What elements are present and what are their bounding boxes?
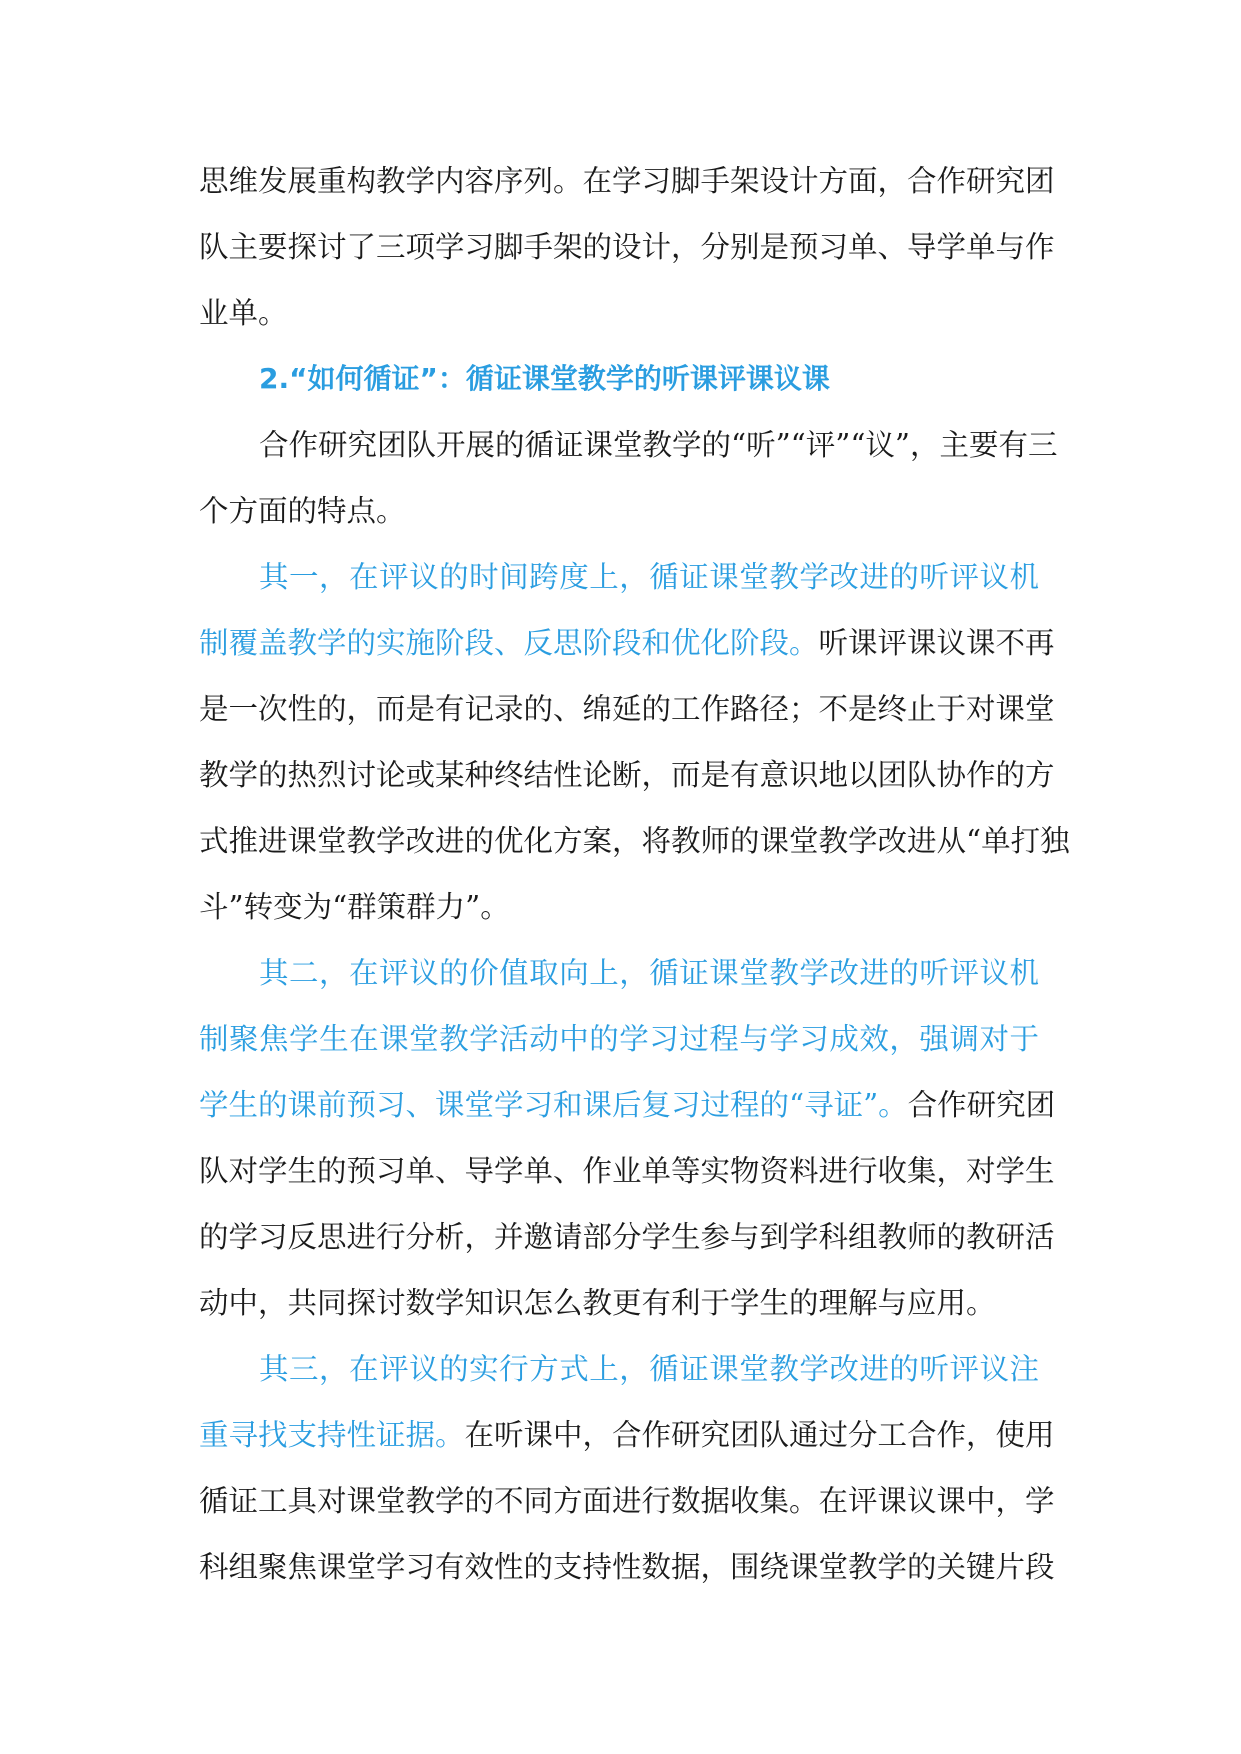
body-text: 听课评课议课不再 <box>818 626 1055 660</box>
body-text-line: 个方面的特点。 <box>199 494 406 528</box>
highlighted-text-line: 其一，在评议的时间跨度上，循证课堂教学改进的听评议机 <box>259 560 1039 594</box>
mixed-text-line <box>199 620 1055 666</box>
body-text-line: 科组聚焦课堂学习有效性的支持性数据，围绕课堂教学的关键片段 <box>199 1550 1055 1584</box>
body-text-line: 是一次性的，而是有记录的、绵延的工作路径；不是终止于对课堂 <box>199 692 1055 726</box>
highlighted-text-line: 其二，在评议的价值取向上，循证课堂教学改进的听评议机 <box>259 956 1039 990</box>
section-heading: 2.“如何循证”：循证课堂教学的听课评课议课 <box>259 362 830 395</box>
highlighted-text-line: 其三，在评议的实行方式上，循证课堂教学改进的听评议注 <box>259 1352 1039 1386</box>
body-text-line: 教学的热烈讨论或某种终结性论断，而是有意识地以团队协作的方 <box>199 758 1055 792</box>
body-text-line: 队主要探讨了三项学习脚手架的设计，分别是预习单、导学单与作 <box>199 230 1055 264</box>
highlighted-text-line: 制聚焦学生在课堂教学活动中的学习过程与学习成效，强调对于 <box>199 1022 1039 1056</box>
body-text: 在听课中，合作研究团队通过分工合作，使用 <box>464 1418 1055 1452</box>
body-text-line: 队对学生的预习单、导学单、作业单等实物资料进行收集，对学生 <box>199 1154 1055 1188</box>
highlighted-text: 重寻找支持性证据。 <box>199 1418 465 1452</box>
highlighted-text: 制覆盖教学的实施阶段、反思阶段和优化阶段。 <box>199 626 819 660</box>
mixed-text-line <box>199 1412 1055 1458</box>
body-text-line: 斗”转变为“群策群力”。 <box>199 890 510 924</box>
body-text-line: 的学习反思进行分析，并邀请部分学生参与到学科组教师的教研活 <box>199 1220 1055 1254</box>
body-text: 合作研究团 <box>907 1088 1056 1122</box>
body-text-line: 循证工具对课堂教学的不同方面进行数据收集。在评课议课中，学 <box>199 1484 1055 1518</box>
highlighted-text: 学生的课前预习、课堂学习和课后复习过程的“寻证”。 <box>199 1088 908 1122</box>
mixed-text-line <box>199 1082 1056 1128</box>
body-text-line: 业单。 <box>199 296 288 330</box>
body-text-line: 思维发展重构教学内容序列。在学习脚手架设计方面，合作研究团 <box>199 164 1055 198</box>
body-text-line: 动中，共同探讨数学知识怎么教更有利于学生的理解与应用。 <box>199 1286 996 1320</box>
body-text-line: 合作研究团队开展的循证课堂教学的“听”“评”“议”，主要有三 <box>259 428 1058 462</box>
body-text-line: 式推进课堂教学改进的优化方案，将教师的课堂教学改进从“单打独 <box>199 824 1070 858</box>
